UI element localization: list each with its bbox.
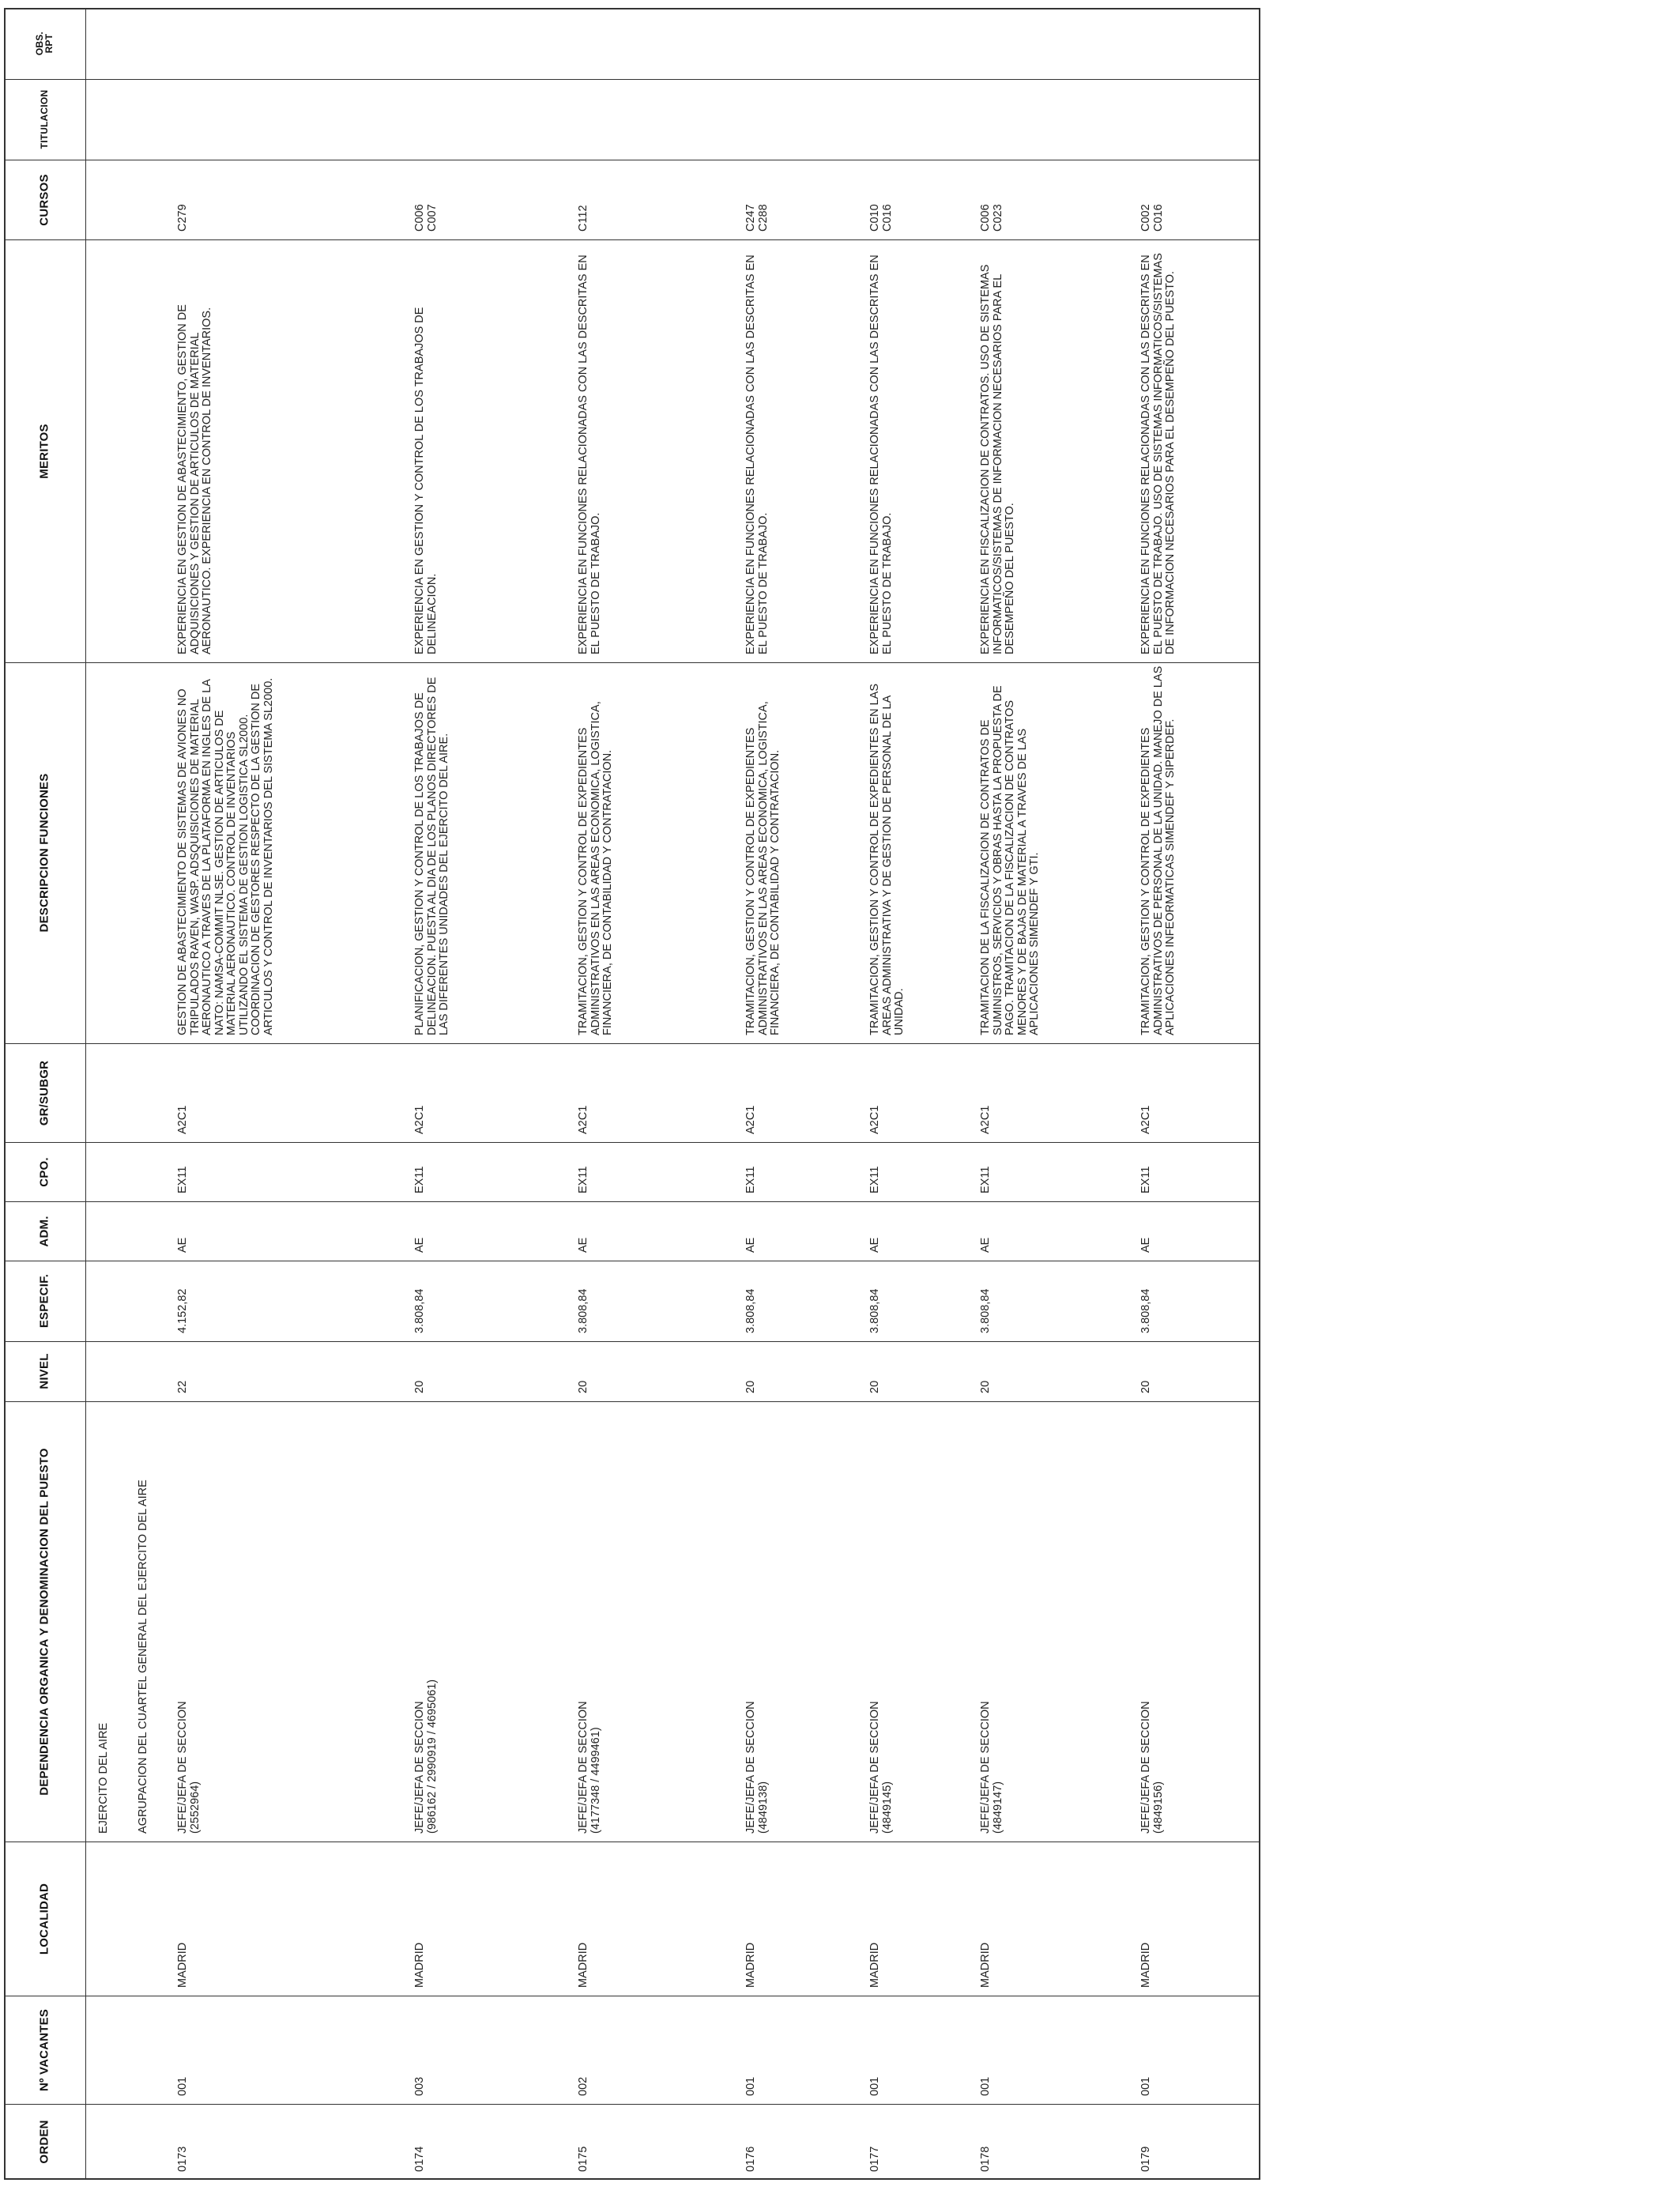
- vacantes-cell: 001: [176, 2076, 189, 2096]
- cpo-cell: EX11: [744, 1166, 757, 1193]
- curso-cell: C010: [868, 204, 881, 232]
- vacantes-cell: 002: [577, 2076, 590, 2096]
- header-cpo: [4, 1142, 85, 1201]
- curso-cell: C007: [426, 204, 439, 232]
- especif-cell: 3.808,84: [979, 1288, 992, 1333]
- curso-cell: C288: [757, 204, 770, 232]
- curso-cell: C279: [176, 204, 189, 232]
- localidad-cell: MADRID: [1139, 1942, 1152, 1988]
- header-especif: [4, 1261, 85, 1341]
- header-divider: [85, 8, 86, 2180]
- adm-cell: AE: [577, 1237, 590, 1253]
- header-dependencia: [4, 1401, 85, 1842]
- header-vacantes: [4, 1996, 85, 2104]
- grupo-cell: A2C1: [868, 1105, 881, 1134]
- orden-cell: 0173: [176, 2146, 189, 2172]
- header-label-meritos: MERITOS: [37, 423, 51, 479]
- header-label-descripcion: DESCRIPCION FUNCIONES: [37, 773, 51, 933]
- header-grupo: [4, 1043, 85, 1142]
- cpo-cell: EX11: [577, 1166, 590, 1193]
- header-label-vacantes: Nº VACANTES: [37, 2008, 51, 2091]
- header-orden: [4, 2104, 85, 2180]
- section-organismo: EJERCITO DEL AIRE: [97, 1722, 110, 1834]
- adm-cell: AE: [744, 1237, 757, 1253]
- puesto-cell: JEFE/JEFA DE SECCION: [979, 1701, 992, 1834]
- vacantes-cell: 001: [1139, 2076, 1152, 2096]
- curso-cell: C006: [413, 204, 426, 232]
- header-label-orden: ORDEN: [37, 2120, 51, 2164]
- curso-cell: C006: [979, 204, 992, 232]
- especif-cell: 3.808,84: [1139, 1288, 1152, 1333]
- grupo-cell: A2C1: [1139, 1105, 1152, 1134]
- header-label-nivel: NIVEL: [37, 1353, 51, 1389]
- puesto-cell: JEFE/JEFA DE SECCION: [868, 1701, 881, 1834]
- meritos-cell: EXPERIENCIA EN GESTION DE ABASTECIMIENTO, GESTION DE ADQUISICIONES Y GESTION DE ARTICULOS DE MATERIAL AERONAUTICO. EXPERIENCIA EN CONTROL DE INVENTARIOS.: [176, 304, 213, 654]
- curso-cell: C002: [1139, 204, 1152, 232]
- vacantes-cell: 001: [744, 2076, 757, 2096]
- nivel-cell: 20: [979, 1380, 992, 1393]
- vacantes-cell: 001: [979, 2076, 992, 2096]
- puesto-cell: JEFE/JEFA DE SECCION: [176, 1701, 189, 1834]
- header-label-cursos: CURSOS: [37, 173, 51, 226]
- column-divider: [4, 1201, 1260, 1202]
- meritos-cell: EXPERIENCIA EN FUNCIONES RELACIONADAS CON LAS DESCRITAS EN EL PUESTO DE TRABAJO.: [577, 254, 602, 654]
- nivel-cell: 22: [176, 1380, 189, 1393]
- column-divider: [4, 2104, 1260, 2105]
- header-label-grupo: GR/SUBGR: [37, 1060, 51, 1125]
- meritos-cell: EXPERIENCIA EN GESTION Y CONTROL DE LOS TRABAJOS DE DELINEACION.: [413, 307, 439, 654]
- column-divider: [4, 79, 1260, 80]
- vacantes-cell: 003: [413, 2076, 426, 2096]
- orden-cell: 0179: [1139, 2146, 1152, 2172]
- descripcion-cell: PLANIFICACION, GESTION Y CONTROL DE LOS TRABAJOS DE DELINEACION. PUESTA AL DIA DE LOS PLANOS DIRECTORES DE LAS DIFERENTES UNIDADES DEL EJERCITO DEL AIRE.: [413, 677, 450, 1035]
- meritos-cell: EXPERIENCIA EN FUNCIONES RELACIONADAS CON LAS DESCRITAS EN EL PUESTO DE TRABAJO.: [868, 254, 894, 654]
- header-cursos: [4, 160, 85, 239]
- grupo-cell: A2C1: [176, 1105, 189, 1134]
- column-divider: [4, 239, 1260, 240]
- puesto-cell: JEFE/JEFA DE SECCION: [744, 1701, 757, 1834]
- header-localidad: [4, 1842, 85, 1996]
- descripcion-cell: TRAMITACION, GESTION Y CONTROL DE EXPEDIENTES EN LAS AREAS ADMINISTRATIVA Y DE GESTION DE PERSONAL DE LA UNIDAD.: [868, 683, 906, 1035]
- localidad-cell: MADRID: [577, 1942, 590, 1988]
- codigo-puesto-cell: (2552964): [189, 1781, 202, 1834]
- puesto-cell: JEFE/JEFA DE SECCION: [1139, 1701, 1152, 1834]
- header-nivel: [4, 1341, 85, 1401]
- cpo-cell: EX11: [1139, 1166, 1152, 1193]
- localidad-cell: MADRID: [176, 1942, 189, 1988]
- especif-cell: 3.808,84: [744, 1288, 757, 1333]
- codigo-puesto-cell: (986162 / 2990919 / 4695061): [426, 1679, 439, 1834]
- header-adm: [4, 1201, 85, 1261]
- especif-cell: 4.152,82: [176, 1288, 189, 1333]
- nivel-cell: 20: [868, 1380, 881, 1393]
- codigo-puesto-cell: (4177348 / 4499461): [590, 1727, 602, 1834]
- puesto-cell: JEFE/JEFA DE SECCION: [577, 1701, 590, 1834]
- nivel-cell: 20: [1139, 1380, 1152, 1393]
- adm-cell: AE: [413, 1237, 426, 1253]
- codigo-puesto-cell: (4849147): [992, 1781, 1004, 1834]
- descripcion-cell: TRAMITACION, GESTION Y CONTROL DE EXPEDIENTES ADMINISTRATIVOS DE PERSONAL DE LA UNIDAD. MANEJO DE LAS APLICACIONES INFEORMATICAS SIMENDEF Y SIPERDEF.: [1139, 665, 1177, 1035]
- grupo-cell: A2C1: [577, 1105, 590, 1134]
- localidad-cell: MADRID: [979, 1942, 992, 1988]
- grupo-cell: A2C1: [744, 1105, 757, 1134]
- section-unidad: AGRUPACION DEL CUARTEL GENERAL DEL EJERCITO DEL AIRE: [137, 1480, 149, 1834]
- nivel-cell: 20: [577, 1380, 590, 1393]
- descripcion-cell: TRAMITACION, GESTION Y CONTROL DE EXPEDIENTES ADMINISTRATIVOS EN LAS AREAS ECONOMICA, LOGISTICA, FINANCIERA, DE CONTABILIDAD Y CONTRATACION.: [577, 701, 614, 1035]
- column-divider: [4, 1043, 1260, 1044]
- header-meritos: [4, 239, 85, 662]
- localidad-cell: MADRID: [868, 1942, 881, 1988]
- curso-cell: C112: [577, 205, 590, 232]
- cpo-cell: EX11: [979, 1166, 992, 1193]
- curso-cell: C247: [744, 204, 757, 232]
- orden-cell: 0177: [868, 2146, 881, 2172]
- header-label-obs: OBS. RPT: [34, 31, 55, 56]
- descripcion-cell: TRAMITACION, GESTION Y CONTROL DE EXPEDIENTES ADMINISTRATIVOS EN LAS AREAS ECONOMICA, LOGISTICA, FINANCIERA, DE CONTABILIDAD Y CONTRATACION.: [744, 701, 782, 1035]
- header-label-cpo: CPO.: [37, 1156, 51, 1187]
- orden-cell: 0174: [413, 2146, 426, 2172]
- header-obs: [4, 8, 85, 79]
- adm-cell: AE: [1139, 1237, 1152, 1253]
- orden-cell: 0178: [979, 2146, 992, 2172]
- codigo-puesto-cell: (4849138): [757, 1781, 770, 1834]
- header-label-adm: ADM.: [37, 1215, 51, 1247]
- nivel-cell: 20: [744, 1380, 757, 1393]
- curso-cell: C016: [881, 204, 894, 232]
- orden-cell: 0176: [744, 2146, 757, 2172]
- header-descripcion: [4, 662, 85, 1043]
- orden-cell: 0175: [577, 2146, 590, 2172]
- column-divider: [4, 1142, 1260, 1143]
- header-label-dependencia: DEPENDENCIA ORGANICA Y DENOMINACION DEL PUESTO: [37, 1447, 51, 1796]
- especif-cell: 3.808,84: [577, 1288, 590, 1333]
- descripcion-cell: GESTION DE ABASTECIMIENTO DE SISTEMAS DE AVIONES NO TRIPULADOS RAVEN, WASP. ADSQUISICIONES DE MATERIAL AERONAUTICO A TRAVES DE LA PLATAFORMA EN INGLES DE LA NATO: NAMSA-COMMIT NLSE. GESTION DE ARTICULOS DE MATERIAL AERONAUTICO. CONTROL DE INVENTARIOS UTILIZANDO EL SISTEMA DE GESTION LOGISTICA SL2000. COORDINACION DE GESTORES RESPECTO DE LA GESTION DE ARTICULOS Y CONTROL DE INVENTARIOS DEL SISTEMA SL2000.: [176, 677, 275, 1035]
- codigo-puesto-cell: (4849156): [1152, 1781, 1165, 1834]
- nivel-cell: 20: [413, 1380, 426, 1393]
- adm-cell: AE: [979, 1237, 992, 1253]
- puesto-cell: JEFE/JEFA DE SECCION: [413, 1701, 426, 1834]
- meritos-cell: EXPERIENCIA EN FISCALIZACION DE CONTRATOS. USO DE SISTEMAS INFORMATICOS/SISTEMAS DE INFORMACION NECESARIOS PARA EL DESEMPEÑO DEL PUESTO.: [979, 264, 1016, 654]
- localidad-cell: MADRID: [744, 1942, 757, 1988]
- vacantes-cell: 001: [868, 2076, 881, 2096]
- especif-cell: 3.808,84: [868, 1288, 881, 1333]
- cpo-cell: EX11: [868, 1166, 881, 1193]
- cpo-cell: EX11: [176, 1166, 189, 1193]
- codigo-puesto-cell: (4849145): [881, 1781, 894, 1834]
- meritos-cell: EXPERIENCIA EN FUNCIONES RELACIONADAS CON LAS DESCRITAS EN EL PUESTO DE TRABAJO. USO DE SISTEMAS INFORMATICOS/SISTEMAS DE INFORMACION NECESARIOS PARA EL DESEMPEÑO DEL PUESTO.: [1139, 253, 1177, 654]
- column-divider: [4, 662, 1260, 663]
- header-titulacion: [4, 79, 85, 160]
- header-label-localidad: LOCALIDAD: [37, 1883, 51, 1955]
- column-divider: [4, 1341, 1260, 1342]
- header-label-titulacion: TITULACION: [39, 89, 50, 149]
- descripcion-cell: TRAMITACION DE LA FISCALIZACION DE CONTRATOS DE SUMINISTROS, SERVICIOS Y OBRAS HASTA LA PROPUESTA DE PAGO. TRAMITACION DE LA FISCALIZACION DE CONTRATOS MENORES Y DE BAJAS DE MATERIAL A TRAVES DE LAS APLICACIONES SIMENDEF Y GTI.: [979, 685, 1041, 1035]
- localidad-cell: MADRID: [413, 1942, 426, 1988]
- curso-cell: C016: [1152, 204, 1165, 232]
- grupo-cell: A2C1: [979, 1105, 992, 1134]
- adm-cell: AE: [176, 1237, 189, 1253]
- header-label-especif: ESPECIF.: [37, 1273, 51, 1329]
- grupo-cell: A2C1: [413, 1105, 426, 1134]
- curso-cell: C023: [992, 204, 1004, 232]
- meritos-cell: EXPERIENCIA EN FUNCIONES RELACIONADAS CON LAS DESCRITAS EN EL PUESTO DE TRABAJO.: [744, 254, 770, 654]
- column-divider: [4, 1401, 1260, 1402]
- cpo-cell: EX11: [413, 1166, 426, 1193]
- adm-cell: AE: [868, 1237, 881, 1253]
- especif-cell: 3.808,84: [413, 1288, 426, 1333]
